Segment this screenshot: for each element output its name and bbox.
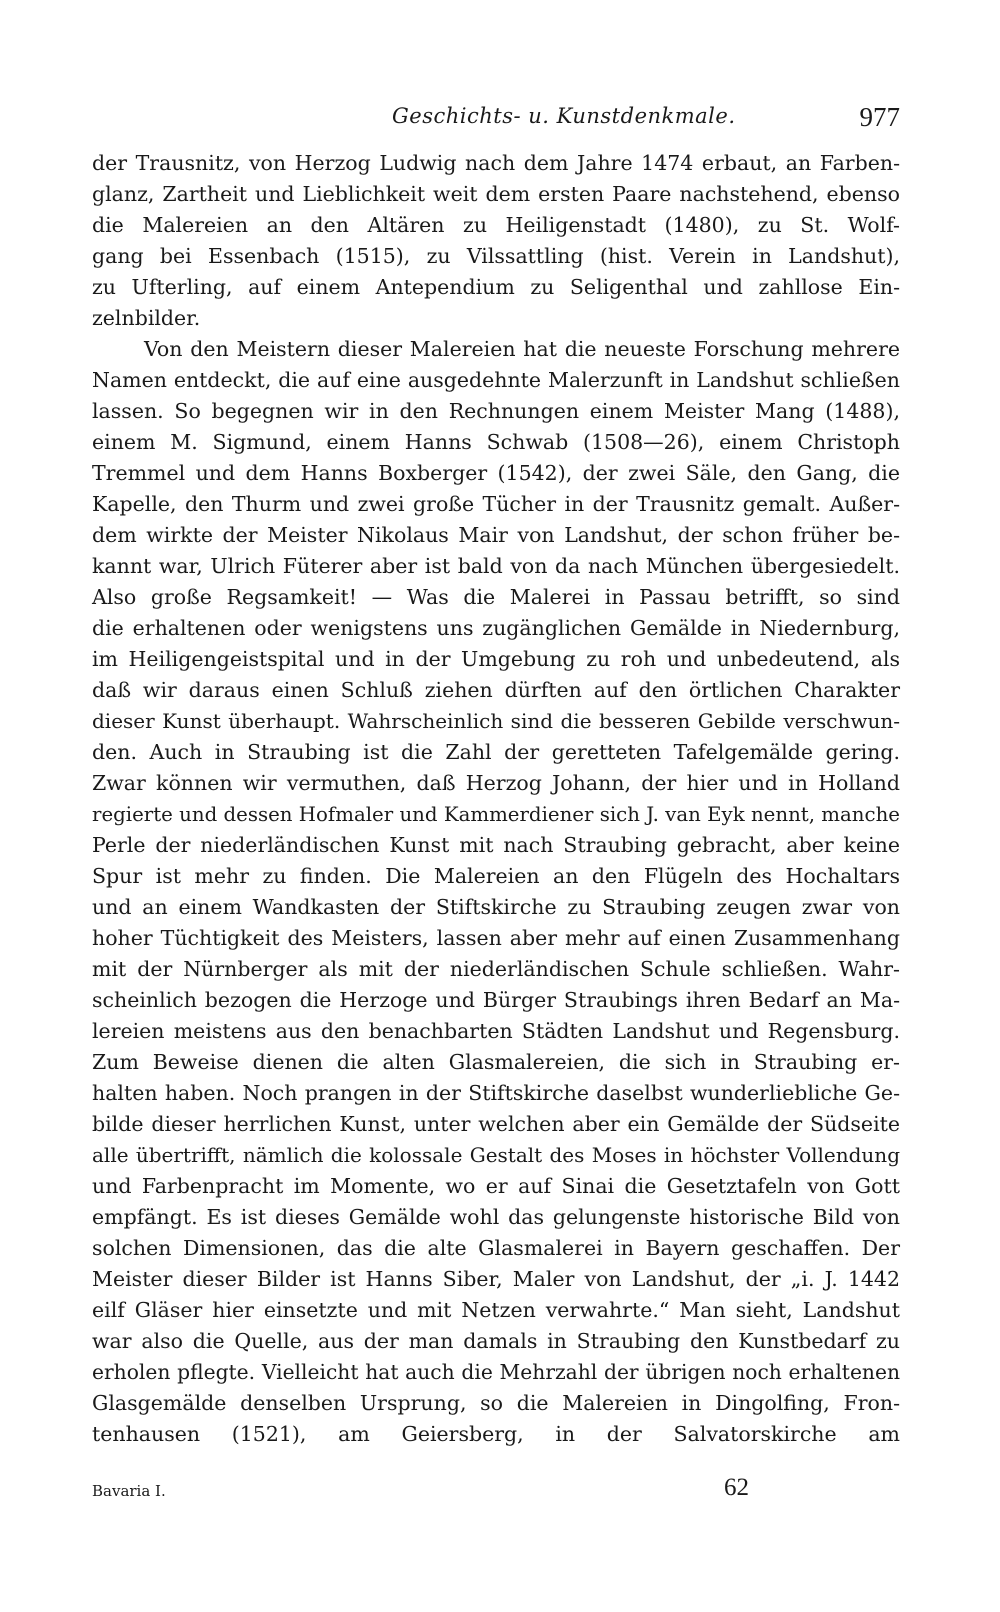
text-line: Namen entdeckt, die auf eine ausgedehnte Malerzunft in Landshut schließen	[92, 368, 900, 392]
text-line: dieser Kunst überhaupt. Wahrscheinlich sind die besseren Gebilde verschwun-	[92, 709, 900, 733]
text-line: dem wirkte der Meister Nikolaus Mair von Landshut, der schon früher be-	[92, 523, 900, 547]
text-line: Also große Regsamkeit! — Was die Malerei in Passau betrifft, so sind	[92, 585, 900, 609]
running-head	[92, 100, 900, 136]
text-line: bilde dieser herrlichen Kunst, unter welchen aber ein Gemälde der Südseite	[92, 1112, 900, 1136]
page-footer	[92, 1474, 900, 1510]
sheet-number: 62	[724, 1474, 749, 1501]
text-line: Perle der niederländischen Kunst mit nach Straubing gebracht, aber keine	[92, 833, 900, 857]
text-line: Glasgemälde denselben Ursprung, so die Malereien in Dingolfing, Fron-	[92, 1391, 900, 1415]
text-line: Von den Meistern dieser Malereien hat die neueste Forschung mehrere	[144, 337, 900, 361]
signature-mark: Bavaria I.	[92, 1482, 166, 1500]
text-line: halten haben. Noch prangen in der Stiftskirche daselbst wunderliebliche Ge-	[92, 1081, 900, 1105]
text-line: im Heiligengeistspital und in der Umgebung zu roh und unbedeutend, als	[92, 647, 900, 671]
text-line: Meister dieser Bilder ist Hanns Siber, Maler von Landshut, der „i. J. 1442	[92, 1267, 900, 1291]
text-line: mit der Nürnberger als mit der niederländischen Schule schließen. Wahr-	[92, 957, 900, 981]
running-title: Geschichts- u. Kunstdenkmale.	[392, 104, 736, 128]
text-line: erholen pflegte. Vielleicht hat auch die Mehrzahl der übrigen noch erhaltenen	[92, 1360, 900, 1384]
text-line: zu Ufterling, auf einem Antependium zu Seligenthal und zahllose Ein-	[92, 275, 900, 299]
text-line: Kapelle, den Thurm und zwei große Tücher in der Trausnitz gemalt. Außer-	[92, 492, 900, 516]
text-line: lassen. So begegnen wir in den Rechnungen einem Meister Mang (1488),	[92, 399, 900, 423]
text-line: Zwar können wir vermuthen, daß Herzog Johann, der hier und in Holland	[92, 771, 900, 795]
text-line: die Malereien an den Altären zu Heiligenstadt (1480), zu St. Wolf-	[92, 213, 900, 237]
text-line: war also die Quelle, aus der man damals in Straubing den Kunstbedarf zu	[92, 1329, 900, 1353]
body-text	[92, 148, 900, 1450]
page-number: 977	[859, 102, 900, 132]
text-line: alle übertrifft, nämlich die kolossale Gestalt des Moses in höchster Vollendung	[92, 1143, 900, 1167]
text-line: tenhausen (1521), am Geiersberg, in der Salvatorskirche am	[92, 1422, 900, 1446]
text-line: der Trausnitz, von Herzog Ludwig nach dem Jahre 1474 erbaut, an Farben-	[92, 151, 900, 175]
text-line: Zum Beweise dienen die alten Glasmalereien, die sich in Straubing er-	[92, 1050, 900, 1074]
text-line: einem M. Sigmund, einem Hanns Schwab (1508—26), einem Christoph	[92, 430, 900, 454]
text-line: gang bei Essenbach (1515), zu Vilssattling (hist. Verein in Landshut),	[92, 244, 900, 268]
text-line: Tremmel und dem Hanns Boxberger (1542), der zwei Säle, den Gang, die	[92, 461, 900, 485]
text-line: daß wir daraus einen Schluß ziehen dürften auf den örtlichen Charakter	[92, 678, 900, 702]
text-line: kannt war, Ulrich Füterer aber ist bald von da nach München übergesiedelt.	[92, 554, 900, 578]
text-line: die erhaltenen oder wenigstens uns zugänglichen Gemälde in Niedernburg,	[92, 616, 900, 640]
text-line: den. Auch in Straubing ist die Zahl der geretteten Tafelgemälde gering.	[92, 740, 900, 764]
text-line: hoher Tüchtigkeit des Meisters, lassen aber mehr auf einen Zusammenhang	[92, 926, 900, 950]
text-line: und an einem Wandkasten der Stiftskirche zu Straubing zeugen zwar von	[92, 895, 900, 919]
text-line: glanz, Zartheit und Lieblichkeit weit dem ersten Paare nachstehend, ebenso	[92, 182, 900, 206]
text-line: empfängt. Es ist dieses Gemälde wohl das gelungenste historische Bild von	[92, 1205, 900, 1229]
text-line: und Farbenpracht im Momente, wo er auf Sinai die Gesetztafeln von Gott	[92, 1174, 900, 1198]
text-line: zelnbilder.	[92, 306, 201, 330]
text-line: solchen Dimensionen, das die alte Glasmalerei in Bayern geschaffen. Der	[92, 1236, 900, 1260]
text-line: Spur ist mehr zu finden. Die Malereien an den Flügeln des Hochaltars	[92, 864, 900, 888]
text-line: lereien meistens aus den benachbarten Städten Landshut und Regensburg.	[92, 1019, 900, 1043]
text-line: eilf Gläser hier einsetzte und mit Netzen verwahrte.“ Man sieht, Landshut	[92, 1298, 900, 1322]
text-line: regierte und dessen Hofmaler und Kammerdiener sich J. van Eyk nennt, manche	[92, 803, 900, 826]
text-line: scheinlich bezogen die Herzoge und Bürger Straubings ihren Bedarf an Ma-	[92, 988, 900, 1012]
